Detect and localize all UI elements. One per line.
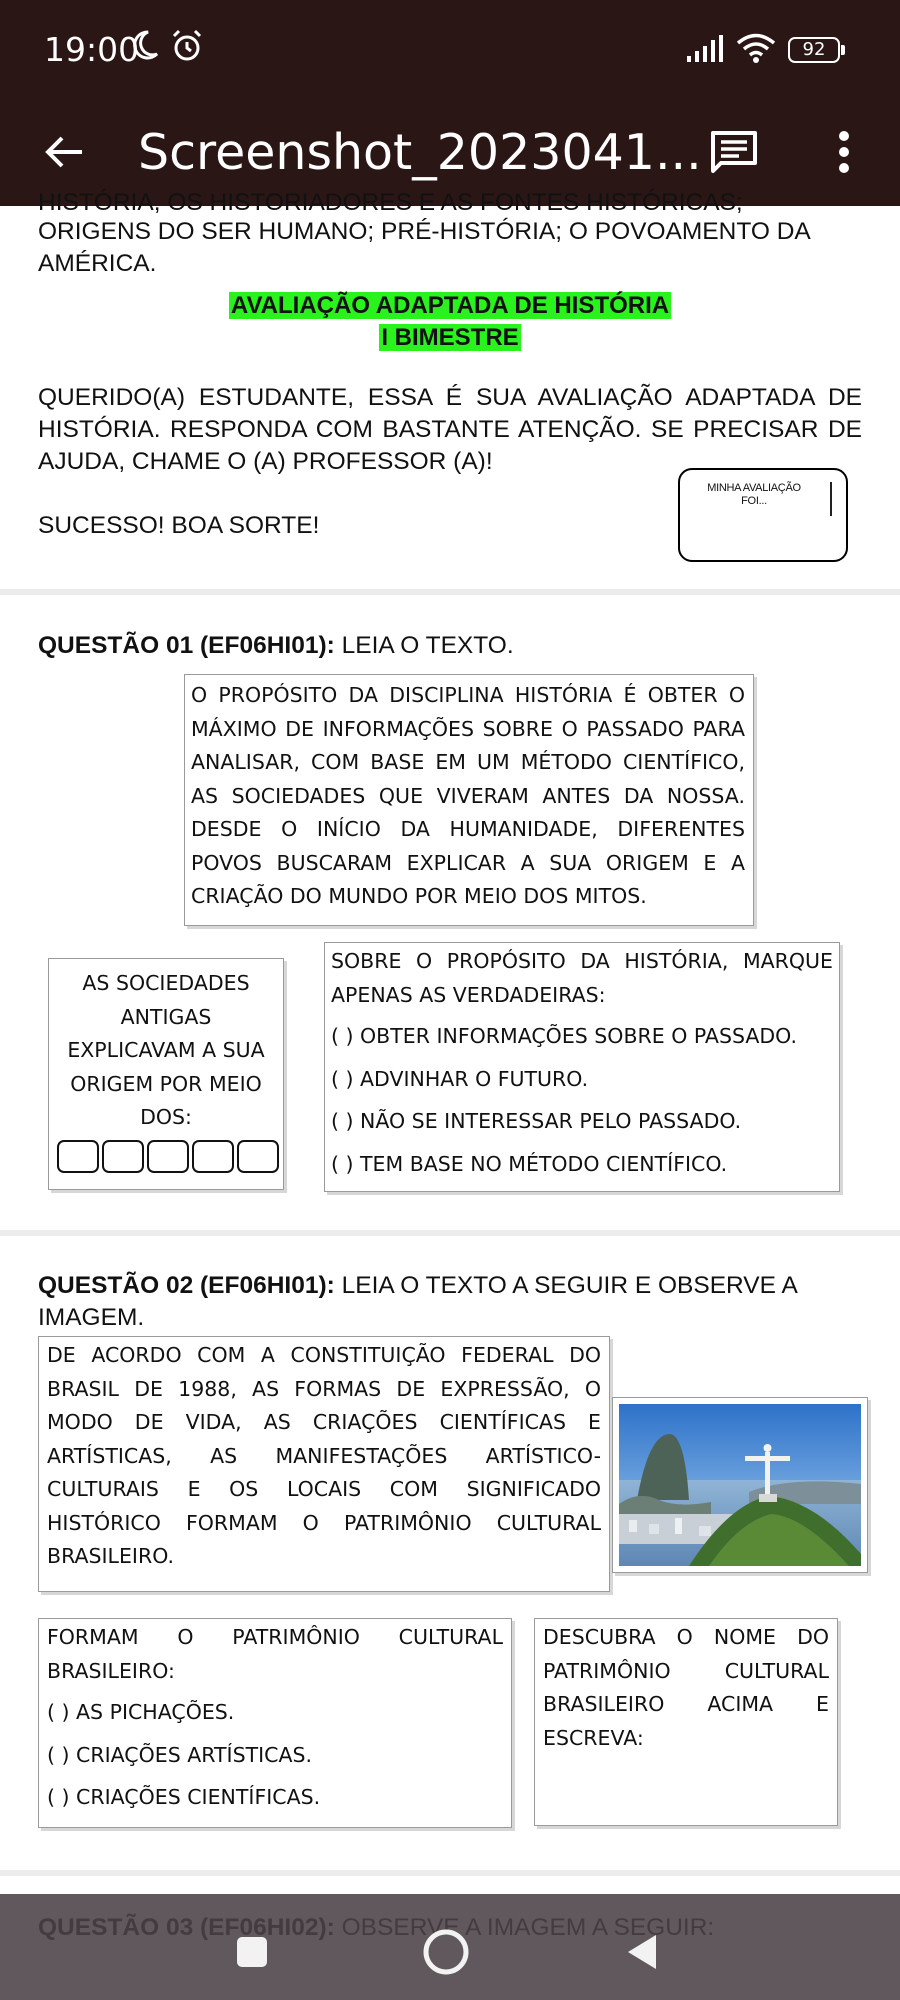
question-01-code: QUESTÃO 01 (EF06HI01): — [38, 632, 335, 659]
question-01-right-box — [324, 942, 840, 1192]
question-02-left-prompt: FORMAM O PATRIMÔNIO CULTURAL BRASILEIRO: — [47, 1625, 503, 1683]
do-not-disturb-moon-icon — [130, 28, 160, 64]
assessment-heading — [0, 290, 900, 354]
file-title: Screenshot_2023041... — [138, 124, 702, 181]
evaluation-feedback-label: MINHA AVALIAÇÃO FOI... — [707, 482, 801, 507]
page-separator — [0, 1230, 900, 1236]
letter-box[interactable] — [102, 1140, 144, 1173]
welcome-text: QUERIDO(A) ESTUDANTE, ESSA É SUA AVALIAÇÃO ADAPTADA DE HISTÓRIA. RESPONDA COM BASTANTE ATENÇÃO. SE PRECISAR DE AJUDA, CHAME O (A) PROFESSOR (A)! — [38, 384, 862, 475]
christ-the-redeemer-photo — [612, 1397, 868, 1573]
recents-square-icon — [235, 1935, 269, 1969]
answer-letter-boxes — [57, 1140, 279, 1173]
arrow-left-icon — [44, 134, 84, 170]
heading-line-1: AVALIAÇÃO ADAPTADA DE HISTÓRIA — [230, 292, 670, 319]
question-02-code: QUESTÃO 02 (EF06HI01): — [38, 1272, 335, 1299]
signal-icon — [686, 34, 726, 64]
question-02-right-prompt: DESCUBRA O NOME DO PATRIMÔNIO CULTURAL BRASILEIRO ACIMA E ESCREVA: — [543, 1625, 829, 1750]
recents-button[interactable] — [222, 1922, 282, 1982]
question-01-left-prompt: AS SOCIEDADES ANTIGAS EXPLICAVAM A SUA ORIGEM POR MEIO DOS: — [67, 971, 265, 1129]
question-02-instruction: LEIA O TEXTO A SEGUIR E OBSERVE A IMAGEM. — [38, 1272, 797, 1331]
question-02-text-box — [38, 1336, 610, 1592]
question-01-option[interactable]: ( ) NÃO SE INTERESSAR PELO PASSADO. — [331, 1109, 742, 1133]
question-01-right-prompt: SOBRE O PROPÓSITO DA HISTÓRIA, MARQUE APENAS AS VERDADEIRAS: — [331, 949, 833, 1007]
back-nav-button[interactable] — [612, 1922, 672, 1982]
more-options-button[interactable] — [808, 116, 880, 188]
question-01-instruction: LEIA O TEXTO. — [334, 632, 514, 659]
evaluation-feedback-box — [678, 468, 848, 562]
question-01-option[interactable]: ( ) ADVINHAR O FUTURO. — [331, 1066, 589, 1091]
question-01-text: O PROPÓSITO DA DISCIPLINA HISTÓRIA É OBTER O MÁXIMO DE INFORMAÇÕES SOBRE O PASSADO PARA ANALISAR, COM BASE EM UM MÉTODO CIENTÍFICO, AS SOCIEDADES QUE VIVERAM ANTES DA NOSSA. DESDE O INÍCIO DA HUMANIDADE, DIFERENTES POVOS BUSCARAM EXPLICAR A SUA ORIGEM E A CRIAÇÃO DO MUNDO POR MEIO DOS MITOS. — [191, 683, 745, 908]
comment-icon — [709, 129, 759, 175]
letter-box[interactable] — [147, 1140, 189, 1173]
comment-button[interactable] — [698, 116, 770, 188]
status-bar — [0, 0, 900, 100]
wifi-icon — [736, 32, 776, 64]
home-circle-icon — [421, 1927, 471, 1977]
question-02-option[interactable]: ( ) CRIAÇÕES ARTÍSTICAS. — [47, 1742, 313, 1767]
question-01-option[interactable]: ( ) TEM BASE NO MÉTODO CIENTÍFICO. — [331, 1151, 728, 1176]
question-02-right-box — [534, 1618, 838, 1826]
question-02-text: DE ACORDO COM A CONSTITUIÇÃO FEDERAL DO BRASIL DE 1988, AS FORMAS DE EXPRESSÃO, O MODO DE VIDA, AS CRIAÇÕES CIENTÍFICAS E ARTÍSTICAS, AS MANIFESTAÇÕES ARTÍSTICO-CULTURAIS E OS LOCAIS COM SIGNIFICADO HISTÓRICO FORMAM O PATRIMÔNIO CULTURAL BRASILEIRO. — [47, 1343, 601, 1568]
heading-line-2: I BIMESTRE — [381, 324, 519, 351]
letter-box[interactable] — [57, 1140, 99, 1173]
question-01-text-box — [184, 674, 754, 926]
back-button[interactable] — [28, 116, 100, 188]
more-vert-icon — [838, 130, 850, 174]
letter-box[interactable] — [237, 1140, 279, 1173]
good-luck-text: SUCESSO! BOA SORTE! — [38, 512, 320, 539]
question-01-option[interactable]: ( ) OBTER INFORMAÇÕES SOBRE O PASSADO. — [331, 1024, 797, 1048]
page-separator — [0, 589, 900, 595]
cut-off-text-line: HISTÓRIA, OS HISTORIADORES E AS FONTES HISTÓRICAS; — [38, 189, 743, 216]
question-02-option[interactable]: ( ) AS PICHAÇÕES. — [47, 1700, 235, 1724]
letter-box[interactable] — [192, 1140, 234, 1173]
question-02-title — [38, 1270, 868, 1334]
status-time: 19:00 — [44, 30, 140, 69]
question-01-title — [38, 630, 868, 662]
alarm-icon — [170, 28, 204, 64]
question-02-left-box — [38, 1618, 512, 1828]
document-viewer[interactable] — [0, 189, 900, 1894]
question-02-option[interactable]: ( ) CRIAÇÕES CIENTÍFICAS. — [47, 1785, 321, 1809]
page-separator — [0, 1870, 900, 1876]
navigation-bar — [0, 1894, 900, 2000]
question-01-left-box — [48, 958, 284, 1190]
text-cursor — [830, 482, 832, 516]
landmark-image — [619, 1404, 861, 1566]
home-button[interactable] — [416, 1922, 476, 1982]
intro-topics: ORIGENS DO SER HUMANO; PRÉ-HISTÓRIA; O POVOAMENTO DA AMÉRICA. — [38, 218, 810, 277]
back-triangle-icon — [622, 1932, 662, 1972]
battery-indicator: 92 — [788, 37, 840, 63]
